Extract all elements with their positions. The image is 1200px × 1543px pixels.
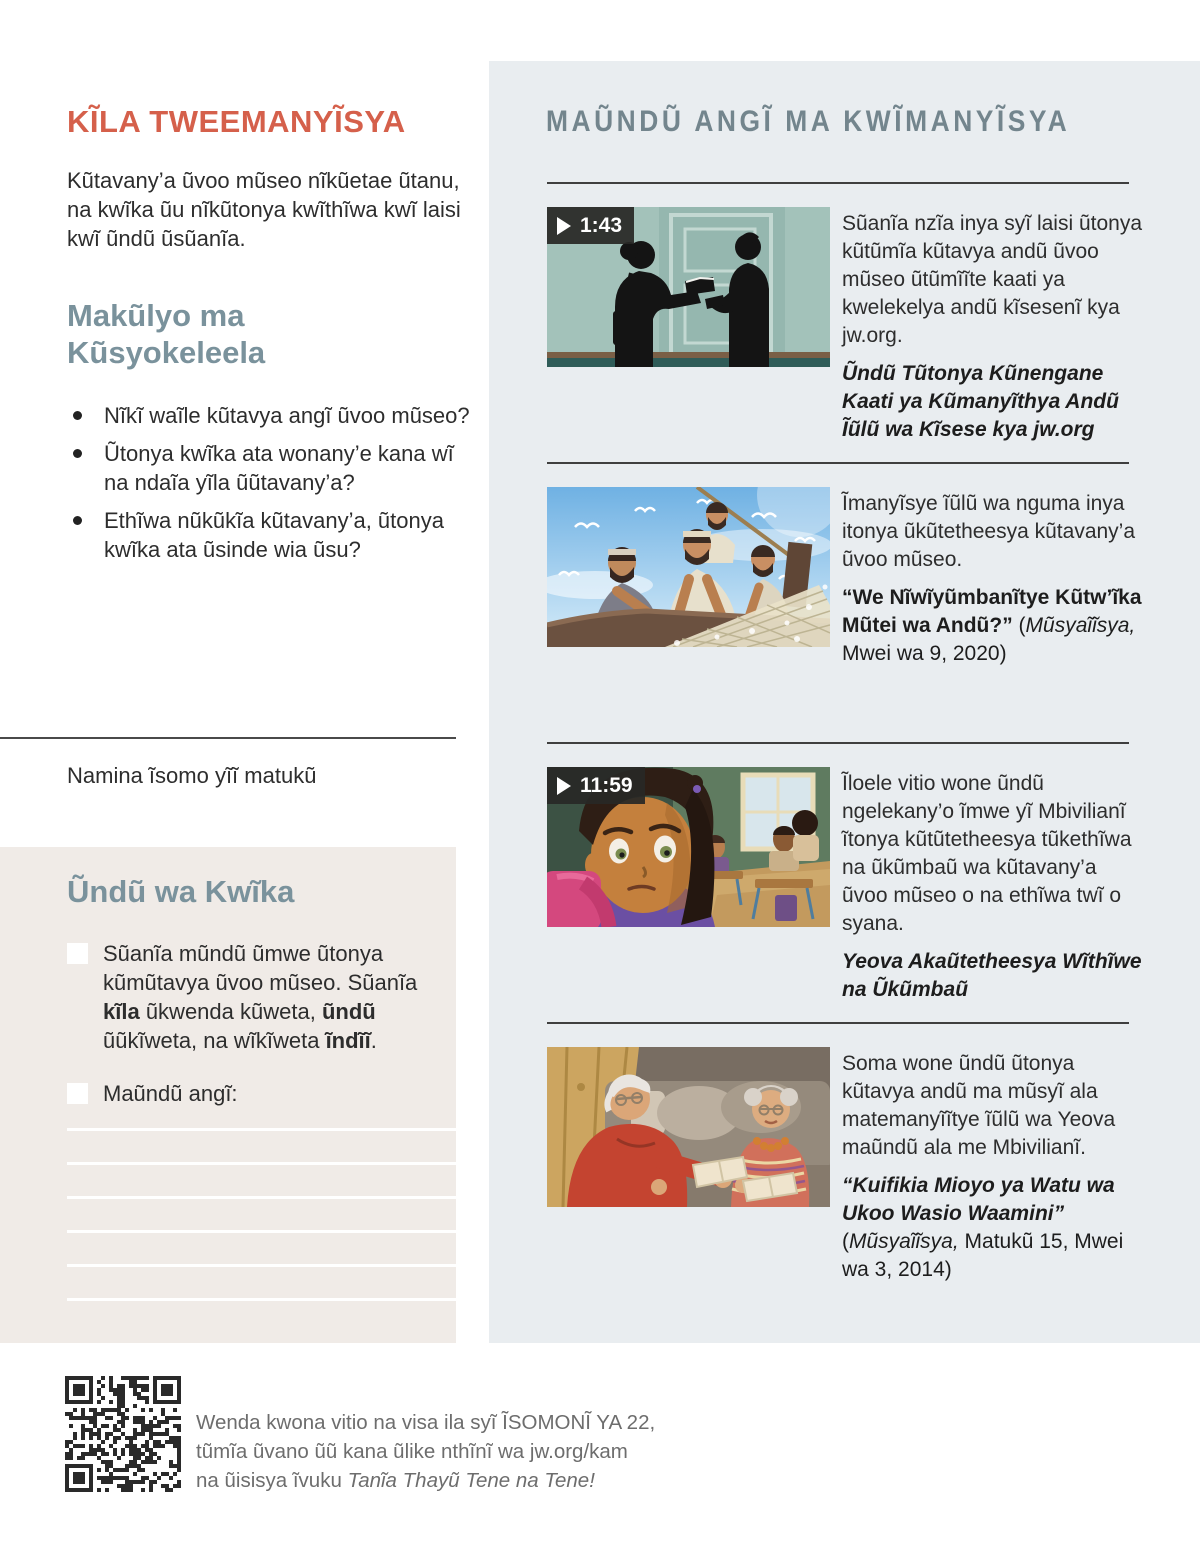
section-body: Soma wone ũndũ ũtonya kũtavya andũ ma mũsyĩ ala matemanyĩĩtye ĩũlũ wa Yeova maũndũ ala me Mbivilianĩ. — [842, 1052, 1116, 1159]
section-reference[interactable]: “We Nĩwĩyũmbanĩtye Kũtw’ĩka Mũtei wa Andũ?” (Mũsyaĩĩsya, Mwei wa 9, 2020) — [842, 586, 1142, 665]
section-divider — [547, 462, 1129, 464]
video-duration: 11:59 — [580, 773, 633, 797]
more-to-learn-panel — [489, 61, 1200, 1343]
section-body: Sũanĩa nzĩa inya syĩ laisi ũtonya kũtũmĩa kũtavya andũ ũvoo mũseo ũtũmĩĩte kaati ya kwelekelya andũ kĩsesenĩ kya jw.org. — [842, 212, 1143, 347]
review-question: Ũtonya kwĩka ata wonany’e kana wĩ na ndaĩa yĩla ũũtavany’a? — [67, 439, 471, 497]
action-box — [0, 847, 456, 1343]
footer-line-1: Wenda kwona vitio na visa ila syĩ ĨSOMONĨ YA 22, — [196, 1411, 656, 1434]
fishermen-illustration — [547, 487, 830, 647]
video-duration-badge — [547, 207, 634, 244]
write-line — [67, 1230, 456, 1233]
intro-paragraph: Kũtavany’a ũvoo mũseo nĩkũetae ũtanu, na kwĩka ũu nĩkũtonya kwĩthĩwa kwĩ laisi kwĩ ũndũ ũsũanĩa. — [67, 168, 461, 251]
review-question-list — [67, 401, 471, 573]
footer-note — [196, 1408, 676, 1495]
article-image-fishermen — [547, 487, 830, 647]
footer-line-2: tũmĩa ũvano ũũ kana ũlike nthĩnĩ wa jw.org/kam — [196, 1440, 628, 1463]
play-icon — [557, 217, 571, 235]
left-divider — [0, 737, 456, 739]
action-box-heading: Ũndũ wa Kwĩka — [67, 874, 295, 909]
section-divider — [547, 1022, 1129, 1024]
section-reference[interactable]: Ũndũ Tũtonya Kũnengane Kaati ya Kũmanyĩthya Andũ Ĩũlũ wa Kĩsese kya jw.org — [842, 362, 1119, 441]
article-image-couple — [547, 1047, 830, 1207]
video-thumbnail-ministry[interactable] — [547, 207, 830, 367]
write-line — [67, 1162, 456, 1165]
video-duration: 1:43 — [580, 213, 623, 237]
review-heading: Makũlyo ma Kũsyokeleela — [67, 298, 266, 370]
panel-heading: MAŨNDŨ ANGĨ MA KWĨMANYĨSYA — [546, 105, 1071, 138]
section-reference[interactable]: Yeova Akaũtetheesya Wĩthĩwe na Ũkũmbaũ — [842, 950, 1142, 1001]
action-item-1-text: Sũanĩa mũndũ ũmwe ũtonya kũmũtavya ũvoo mũseo. Sũanĩa kĩla ũkwenda kũweta, ũndũ ũũkĩweta, na wĩkĩweta ĩndĩĩ. — [103, 941, 418, 1053]
write-line — [67, 1298, 456, 1301]
date-line: Namina ĩsomo yĩĩ matukũ — [67, 763, 317, 788]
video-thumbnail-classroom[interactable] — [547, 767, 830, 927]
footer-line-3: na ũisisya ĩvuku Tanĩa Thayũ Tene na Tene! — [196, 1469, 595, 1492]
review-question: Nĩkĩ waĩle kũtavya angĩ ũvoo mũseo? — [67, 401, 471, 430]
play-icon — [557, 777, 571, 795]
qr-code-graphic — [65, 1376, 181, 1492]
page-title: KĨLA TWEEMANYĨSYA — [67, 104, 406, 139]
write-line — [67, 1196, 456, 1199]
write-line — [67, 1128, 456, 1131]
section-2-text — [842, 490, 1144, 668]
review-question: Ethĩwa nũkũkĩa kũtavany’a, ũtonya kwĩka ata ũsinde wia ũsu? — [67, 506, 471, 564]
video-duration-badge — [547, 767, 645, 804]
section-4-text — [842, 1050, 1144, 1284]
section-body: Ĩloele vitio wone ũndũ ngelekany’o ĩmwe yĩ Mbivilianĩ ĩtonya kũtũtetheesya tũkethĩwa na ũkũmbaũ wa kũtavany’a ũvoo mũseo o na ethĩwa twĩ o syana. — [842, 772, 1132, 935]
section-3-text — [842, 770, 1144, 1004]
action-checkbox-1[interactable] — [67, 943, 88, 964]
action-item-2-label: Maũndũ angĩ: — [103, 1081, 238, 1106]
section-1-text — [842, 210, 1144, 444]
write-line — [67, 1264, 456, 1267]
section-body: Ĩmanyĩsye ĩũlũ wa nguma inya itonya ũkũtetheesya kũtavany’a ũvoo mũseo. — [842, 492, 1136, 571]
section-divider — [547, 742, 1129, 744]
couple-illustration — [547, 1047, 830, 1207]
section-reference[interactable]: “Kuifikia Mioyo ya Watu wa Ukoo Wasio Waamini” (Mũsyaĩĩsya, Matukũ 15, Mwei wa 3, 2014) — [842, 1174, 1124, 1281]
section-divider — [547, 182, 1129, 184]
action-checkbox-2[interactable] — [67, 1083, 88, 1104]
qr-code — [65, 1376, 181, 1492]
